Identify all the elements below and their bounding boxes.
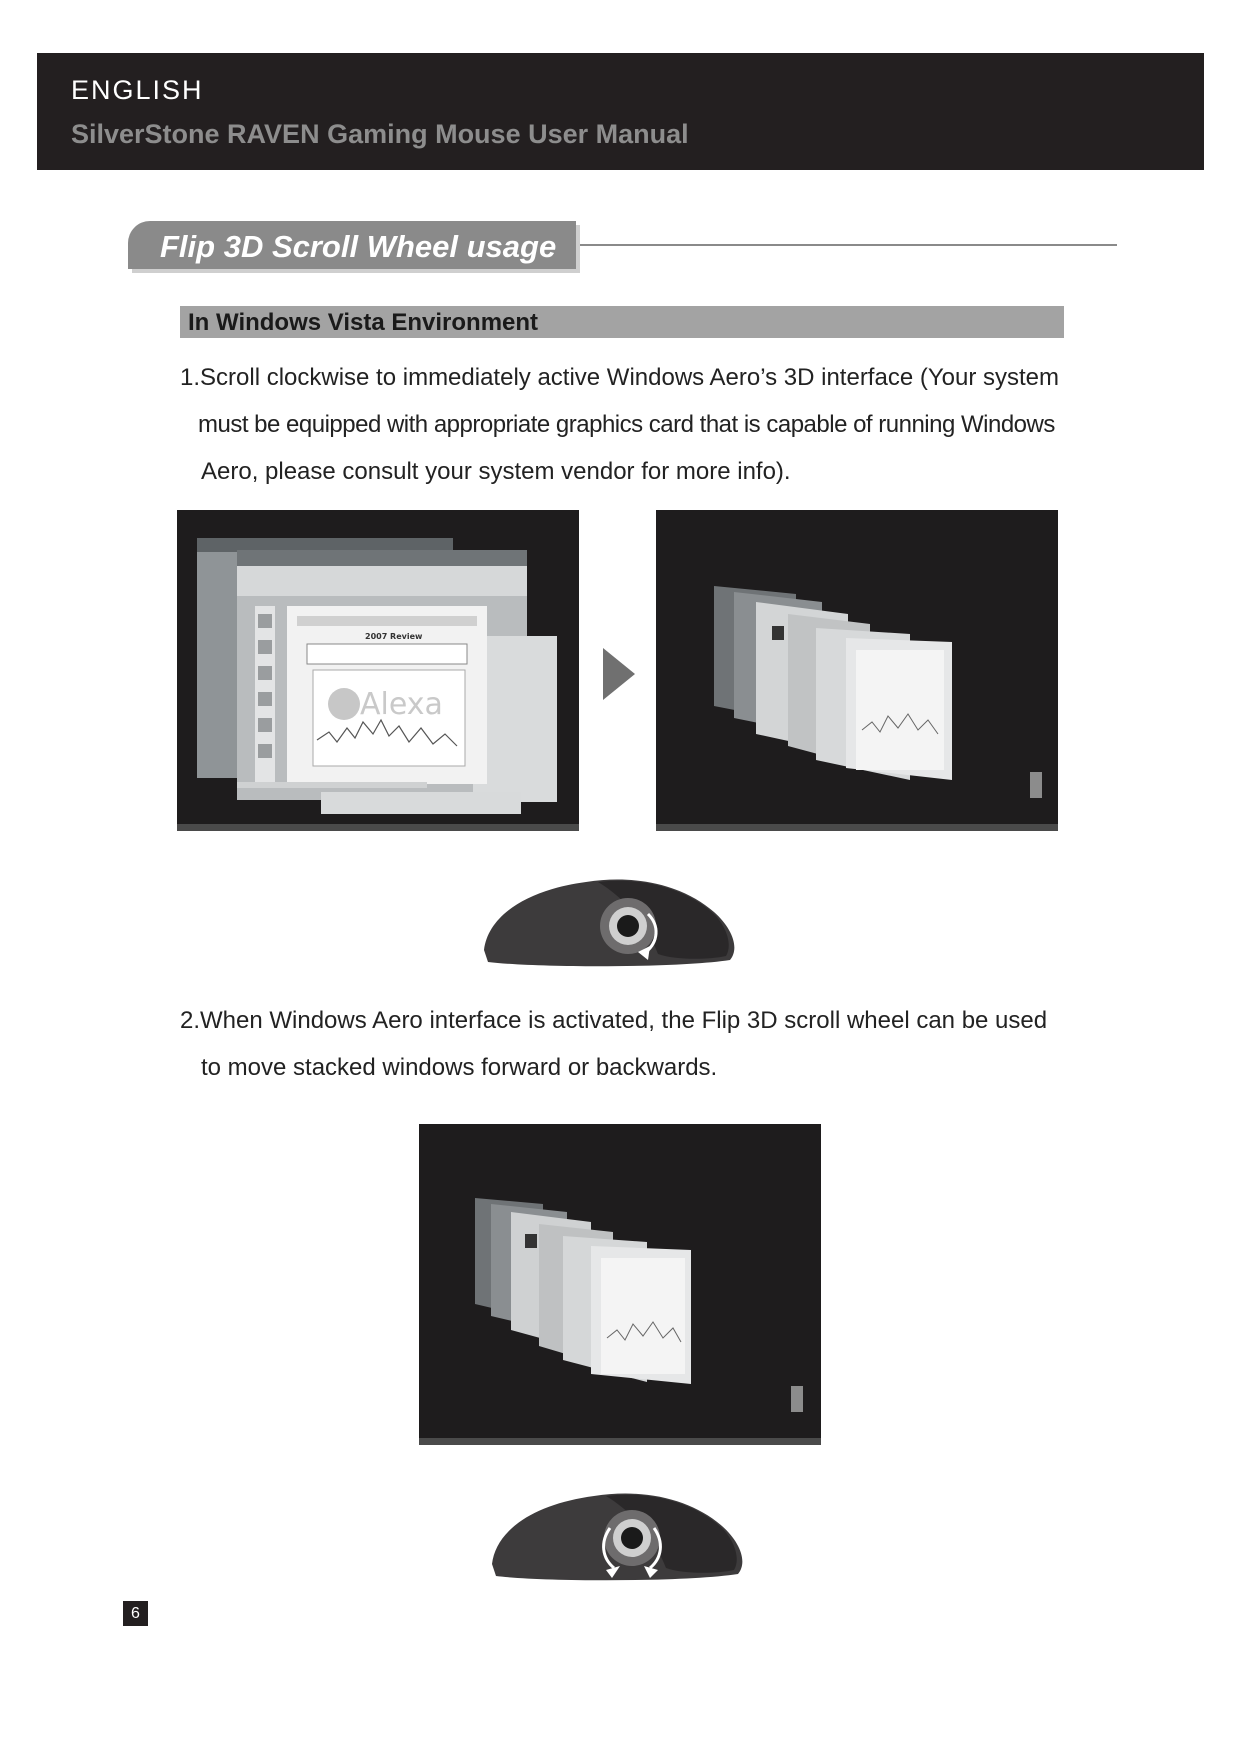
page-number: 6: [123, 1601, 148, 1626]
section-title: Flip 3D Scroll Wheel usage: [160, 229, 557, 264]
subsection-title: In Windows Vista Environment: [188, 309, 539, 336]
step1-line-2: must be equipped with appropriate graphics card that is capable of running Windows: [198, 411, 1055, 438]
mouse-bidirectional-illustration: [486, 1482, 750, 1586]
step1-line-1: 1.Scroll clockwise to immediately active Windows Aero’s 3D interface (Your system: [180, 364, 1059, 391]
taskbar: [177, 824, 579, 831]
section-heading: [128, 221, 576, 269]
taskbar: [419, 1438, 821, 1445]
flip3d-scroll-screenshot: [419, 1124, 821, 1445]
flip3d-screenshot: [656, 510, 1058, 831]
alexa-watermark-text: Alexa: [360, 687, 443, 722]
mouse-clockwise-illustration: [478, 868, 742, 972]
flip3d-scroll-illustration: [419, 1124, 821, 1445]
page-header: [37, 53, 1204, 170]
taskbar: [656, 824, 1058, 831]
slide-heading-text: 2007 Review: [365, 632, 423, 641]
language-label: ENGLISH: [71, 75, 204, 105]
desktop-windows-illustration: [177, 510, 579, 831]
step2-line-2: to move stacked windows forward or backwards.: [201, 1054, 718, 1081]
subsection-heading: [180, 306, 1064, 338]
manual-title: SilverStone RAVEN Gaming Mouse User Manual: [71, 119, 689, 149]
play-arrow-icon: [603, 648, 635, 700]
step2-line-1: 2.When Windows Aero interface is activated, the Flip 3D scroll wheel can be used: [180, 1007, 1048, 1034]
flip3d-stack-illustration: [656, 510, 1058, 831]
section-divider: [580, 244, 1117, 246]
step1-line-3: Aero, please consult your system vendor for more info).: [201, 458, 791, 485]
desktop-screenshot: [177, 510, 579, 831]
